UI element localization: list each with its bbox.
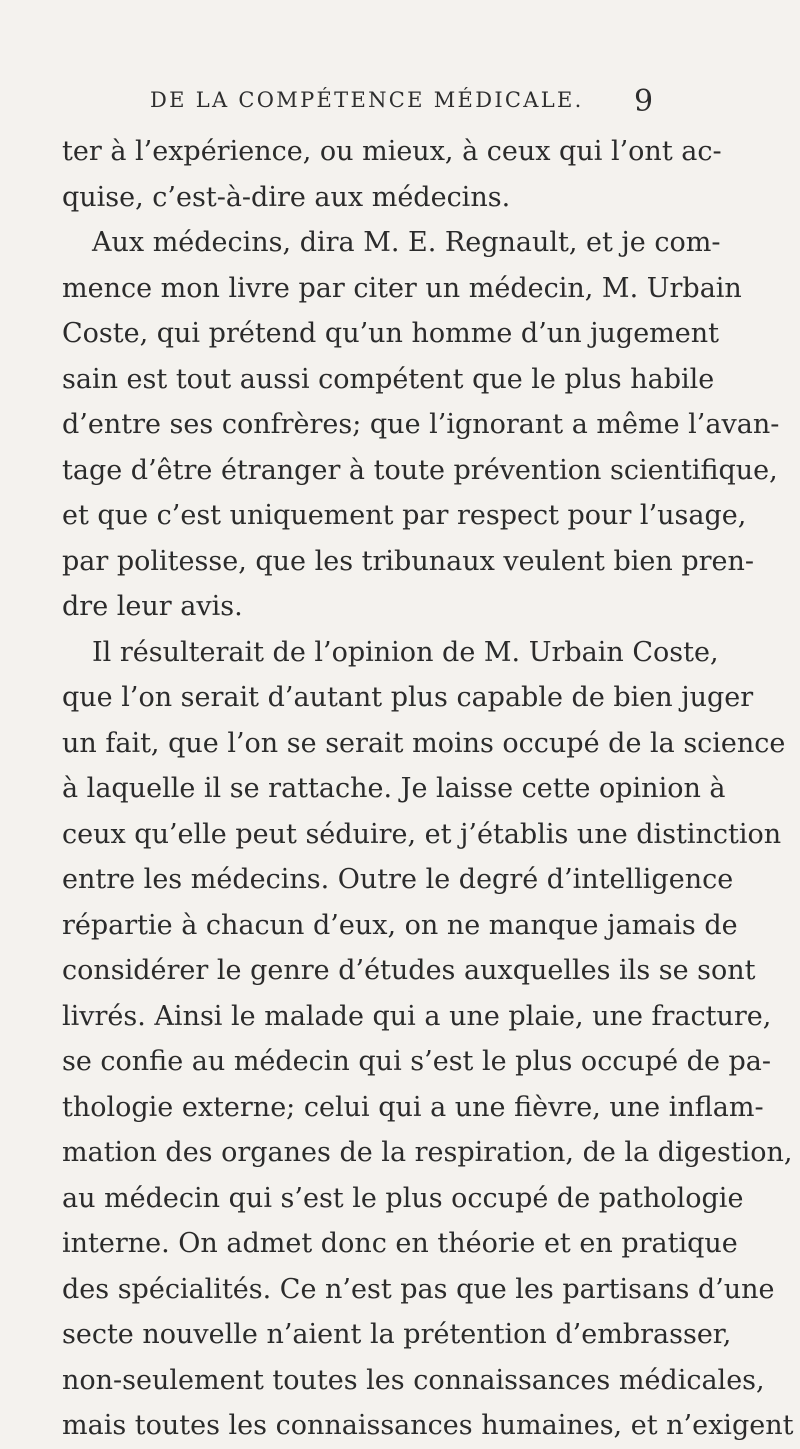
text-line: thologie externe; celui qui a une fièvre, une inflam- xyxy=(62,1091,764,1123)
text-line: interne. On admet donc en théorie et en pratique xyxy=(62,1228,738,1259)
text-line: non-seulement toutes les connaissances médicales, xyxy=(62,1364,765,1396)
text-line: mence mon livre par citer un médecin, M. Urbain xyxy=(62,272,742,304)
text-line: par politesse, que les tribunaux veulent bien pren- xyxy=(62,545,755,577)
text-line: secte nouvelle n’aient la prétention d’embrasser, xyxy=(62,1319,732,1350)
text-line: Coste, qui prétend qu’un homme d’un jugement xyxy=(62,318,720,349)
text-line: considérer le genre d’études auxquelles ils se sont xyxy=(62,955,756,986)
text-line: et que c’est uniquement par respect pour l’usage, xyxy=(62,500,747,531)
text-line: Il résulterait de l’opinion de M. Urbain Coste, xyxy=(92,636,719,668)
body-text xyxy=(62,129,794,1449)
text-line: ter à l’expérience, ou mieux, à ceux qui l’ont ac- xyxy=(62,136,722,167)
text-line: d’entre ses confrères; que l’ignorant a même l’avan- xyxy=(62,409,780,440)
text-line: que l’on serait d’autant plus capable de bien juger xyxy=(62,682,754,713)
text-line: se confie au médecin qui s’est le plus occupé de pa- xyxy=(62,1046,772,1077)
text-line: dre leur avis. xyxy=(62,591,243,622)
text-line: à laquelle il se rattache. Je laisse cette opinion à xyxy=(62,773,726,804)
text-line: sain est tout aussi compétent que le plus habile xyxy=(62,363,715,395)
text-line: mais toutes les connaissances humaines, et n’exigent xyxy=(62,1410,794,1441)
text-line: entre les médecins. Outre le degré d’intelligence xyxy=(62,864,734,895)
text-line: des spécialités. Ce n’est pas que les partisans d’une xyxy=(62,1273,775,1305)
text-line: livrés. Ainsi le malade qui a une plaie, une fracture, xyxy=(62,1000,772,1032)
running-title: DE LA COMPÉTENCE MÉDICALE. xyxy=(150,88,584,112)
text-line: un fait, que l’on se serait moins occupé de la science xyxy=(62,727,786,759)
text-line: mation des organes de la respiration, de la digestion, xyxy=(62,1137,793,1168)
text-line: tage d’être étranger à toute prévention scientifique, xyxy=(62,454,778,486)
text-line: Aux médecins, dira M. E. Regnault, et je com- xyxy=(92,227,721,258)
text-line: ceux qu’elle peut séduire, et j’établis une distinction xyxy=(62,818,782,850)
text-line: répartie à chacun d’eux, on ne manque jamais de xyxy=(62,909,738,941)
text-line: au médecin qui s’est le plus occupé de pathologie xyxy=(62,1182,744,1214)
page-number: 9 xyxy=(634,84,654,119)
text-line: quise, c’est-à-dire aux médecins. xyxy=(62,181,511,213)
